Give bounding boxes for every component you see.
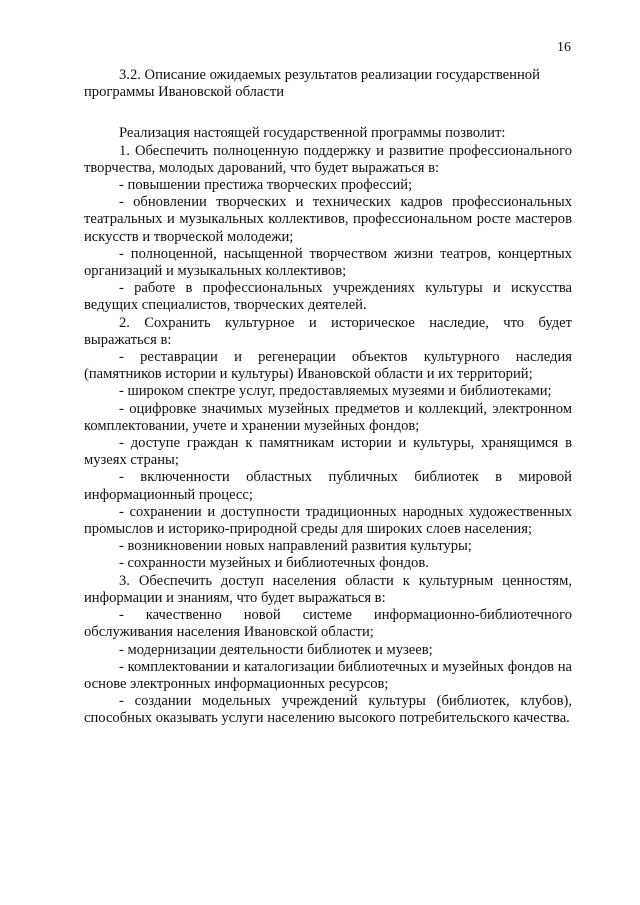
list-item: - возникновении новых направлений развития культуры; (119, 538, 472, 555)
list-item: - доступе граждан к памятникам истории и культуры, хранящимся в музеях страны; (84, 435, 572, 469)
list-item: - широком спектре услуг, предоставляемых музеями и библиотеками; (119, 383, 552, 400)
list-item: - создании модельных учреждений культуры (библиотек, клубов), способных оказывать услуги населению высокого потребительского качества. (84, 693, 572, 727)
list-item: - модернизации деятельности библиотек и музеев; (119, 641, 433, 658)
section-heading: 3.2. Описание ожидаемых результатов реализации государственной программы Ивановской области (84, 67, 540, 101)
list-item: - работе в профессиональных учреждениях культуры и искусства ведущих специалистов, творческих деятелей. (84, 280, 572, 314)
list-item: - включенности областных публичных библиотек в мировой информационный процесс; (84, 469, 572, 503)
goal-3-paragraph: 3. Обеспечить доступ населения области к культурным ценностям, информации и знаниям, что будет выражаться в: (84, 572, 572, 606)
list-item: - реставрации и регенерации объектов культурного наследия (памятников истории и культуры) Ивановской области и их территорий; (84, 349, 572, 383)
list-item: - оцифровке значимых музейных предметов и коллекций, электронном комплектовании, учете и хранении музейных фондов; (84, 400, 572, 434)
list-item: - повышении престижа творческих профессий; (119, 177, 413, 194)
list-item: - полноценной, насыщенной творчеством жизни театров, концертных организаций и музыкальных коллективов; (84, 245, 572, 280)
list-item: - качественно новой системе информационно-библиотечного обслуживания населения Ивановской области; (84, 607, 572, 641)
page-number: 16 (557, 40, 571, 55)
document-body (84, 67, 572, 728)
intro-paragraph: Реализация настоящей государственной программы позволит: (119, 125, 506, 142)
goal-1-paragraph: 1. Обеспечить полноценную поддержку и развитие профессионального творчества, молодых дарований, что будет выражаться в: (84, 142, 572, 176)
list-item: - сохранении и доступности традиционных народных художественных промыслов и историко-природной среды для широких слоев населения; (84, 503, 572, 538)
list-item: - обновлении творческих и технических кадров профессиональных театральных и музыкальных коллективов, профессиональном росте мастеров искусств и творческой молодежи; (84, 194, 572, 245)
list-item: - комплектовании и каталогизации библиотечных и музейных фондов на основе электронных информационных ресурсов; (84, 658, 572, 692)
goal-2-paragraph: 2. Сохранить культурное и историческое наследие, что будет выражаться в: (84, 314, 572, 348)
list-item: - сохранности музейных и библиотечных фондов. (119, 555, 429, 572)
